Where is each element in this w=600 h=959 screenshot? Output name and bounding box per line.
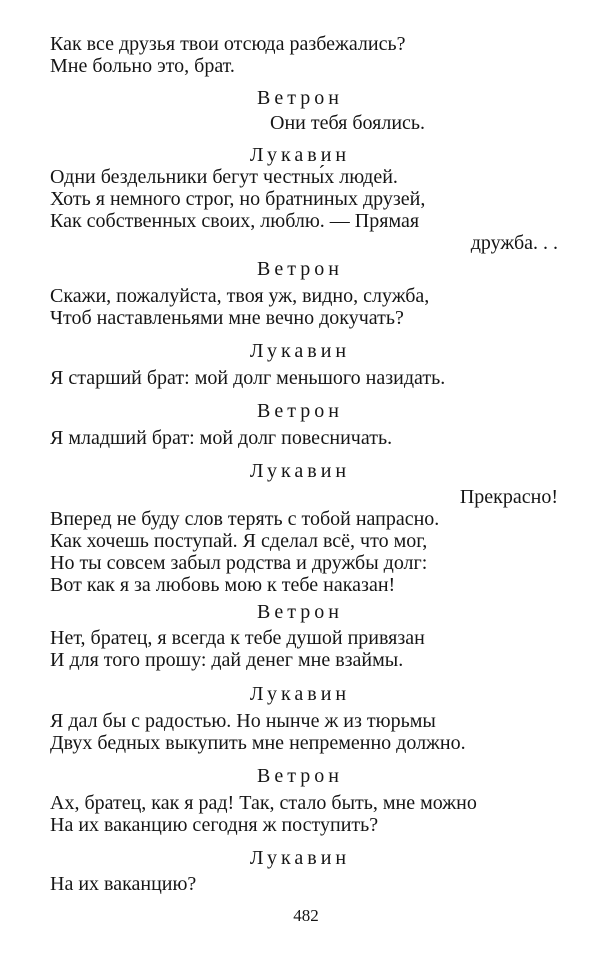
verse-block: [50, 367, 558, 389]
speaker-name: Лукавин: [249, 460, 351, 482]
speaker-name: Лукавин: [249, 683, 351, 705]
verse-line: Как все друзья твои отсюда разбежались?: [50, 33, 406, 55]
verse-line: На их ваканцию сегодня ж поступить?: [50, 814, 379, 836]
verse-block: [50, 427, 558, 449]
verse-block: [50, 486, 558, 596]
speaker-name: Ветрон: [257, 87, 343, 109]
verse-block: [50, 166, 558, 254]
speaker-name: Ветрон: [257, 601, 343, 623]
speaker-name: Лукавин: [249, 144, 351, 166]
verse-line: Чтоб наставленьями мне вечно докучать?: [50, 307, 404, 329]
speaker-name: Ветрон: [257, 765, 343, 787]
verse-line: На их ваканцию?: [50, 873, 197, 895]
verse-line-continuation: Прекрасно!: [459, 486, 558, 508]
verse-line: Как хочешь поступай. Я сделал всё, что мог,: [50, 530, 428, 552]
verse-line: Вот как я за любовь мою к тебе наказан!: [50, 574, 396, 596]
verse-line: Они тебя боялись.: [270, 112, 426, 134]
verse-line: Мне больно это, брат.: [50, 55, 235, 77]
verse-block: [50, 285, 558, 329]
speaker-name: Лукавин: [249, 340, 351, 362]
verse-line-continuation: дружба. . .: [470, 232, 558, 254]
verse-line: Ах, братец, как я рад! Так, стало быть, мне можно: [50, 792, 477, 814]
verse-line: Двух бедных выкупить мне непременно должно.: [50, 732, 466, 754]
speaker-name: Лукавин: [249, 847, 351, 869]
verse-line: Одни бездельники бегут честны́х людей.: [50, 166, 398, 188]
verse-block: [50, 792, 558, 836]
verse-block: [50, 873, 558, 895]
verse-block: [50, 33, 558, 77]
speaker-name: Ветрон: [257, 258, 343, 280]
verse-line: Нет, братец, я всегда к тебе душой привязан: [50, 627, 425, 649]
verse-line: Я старший брат: мой долг меньшого назидать.: [50, 367, 446, 389]
verse-line: Скажи, пожалуйста, твоя уж, видно, служба,: [50, 285, 430, 307]
verse-line: Я младший брат: мой долг повесничать.: [50, 427, 393, 449]
verse-line: И для того прошу: дай денег мне взаймы.: [50, 649, 404, 671]
verse-block: [50, 710, 558, 754]
verse-line: Как собственных своих, люблю. — Прямая: [50, 210, 420, 232]
verse-line: Но ты совсем забыл родства и дружбы долг:: [50, 552, 428, 574]
verse-block: [50, 627, 558, 671]
page-number: 482: [293, 906, 319, 925]
verse-line: Хоть я немного строг, но братниных друзей,: [50, 188, 426, 210]
verse-line: Я дал бы с радостью. Но нынче ж из тюрьмы: [50, 710, 436, 732]
verse-line: Вперед не буду слов терять с тобой напрасно.: [50, 508, 440, 530]
speaker-name: Ветрон: [257, 400, 343, 422]
